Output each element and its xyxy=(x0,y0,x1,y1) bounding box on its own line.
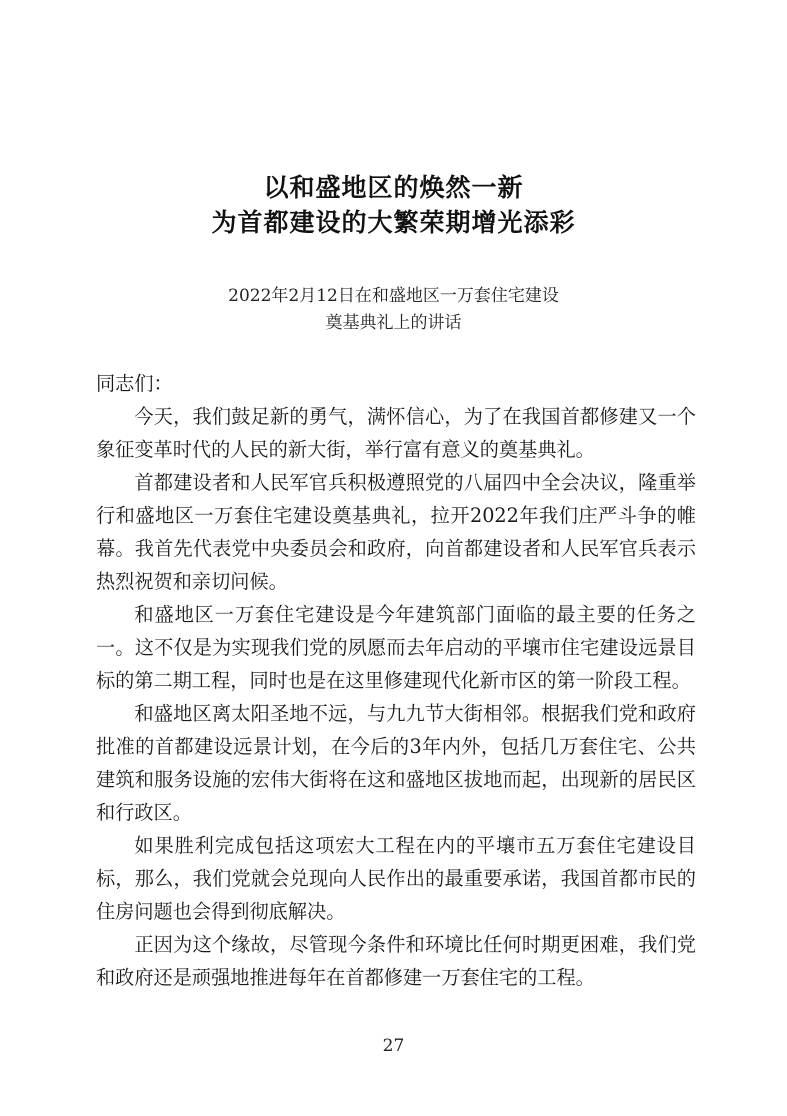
paragraph: 首都建设者和人民军官兵积极遵照党的八届四中全会决议，隆重举行和盛地区一万套住宅建设奠基典礼，拉开2022年我们庄严斗争的帷幕。我首先代表党中央委员会和政府，向首都建设者和人民军官兵表示热烈祝贺和亲切问候。 xyxy=(96,471,696,593)
paragraph: 今天，我们鼓足新的勇气，满怀信心，为了在我国首都修建又一个象征变革时代的人民的新大街，举行富有意义的奠基典礼。 xyxy=(96,405,696,461)
paragraph: 正因为这个缘故，尽管现今条件和环境比任何时期更困难，我们党和政府还是顽强地推进每年在首都修建一万套住宅的工程。 xyxy=(96,933,696,989)
paragraph: 和盛地区一万套住宅建设是今年建筑部门面临的最主要的任务之一。这不仅是为实现我们党的夙愿而去年启动的平壤市住宅建设远景目标的第二期工程，同时也是在这里修建现代化新市区的第一阶段工程。 xyxy=(96,603,696,692)
subtitle-line-1: 2022年2月12日在和盛地区一万套住宅建设 xyxy=(228,286,559,306)
paragraph: 如果胜利完成包括这项宏大工程在内的平壤市五万套住宅建设目标，那么，我们党就会兑现向人民作出的最重要承诺，我国首都市民的住房问题也会得到彻底解决。 xyxy=(96,834,696,923)
title-line-2: 为首都建设的大繁荣期增光添彩 xyxy=(211,208,576,237)
title-line-1: 以和盛地区的焕然一新 xyxy=(263,173,524,202)
speech-body xyxy=(96,367,696,994)
paragraph: 和盛地区离太阳圣地不远，与九九节大街相邻。根据我们党和政府批准的首都建设远景计划，在今后的3年内外，包括几万套住宅、公共建筑和服务设施的宏伟大街将在这和盛地区拔地而起，出现新的居民区和行政区。 xyxy=(96,702,696,824)
subtitle-line-2: 奠基典礼上的讲话 xyxy=(325,313,462,333)
salutation: 同志们： xyxy=(96,372,173,395)
page-number: 27 xyxy=(382,1036,405,1056)
